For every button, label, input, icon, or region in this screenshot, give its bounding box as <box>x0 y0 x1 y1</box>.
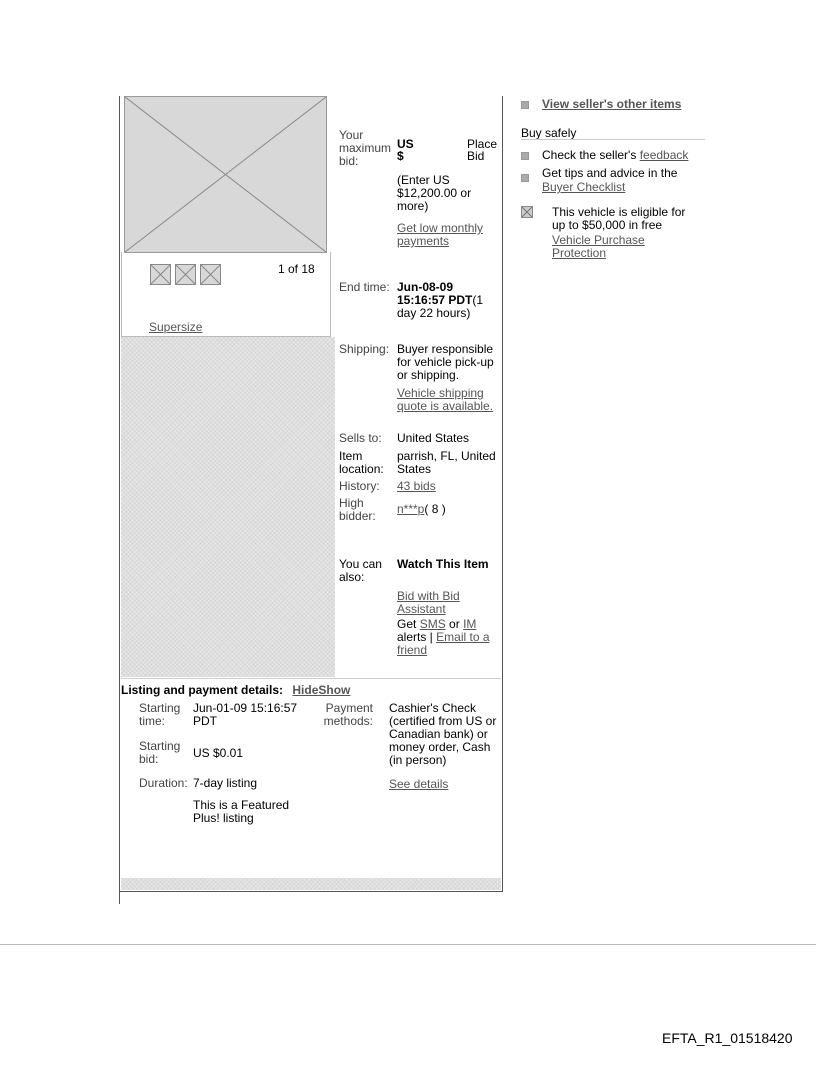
item-location-value: parrish, FL, United States <box>397 449 496 476</box>
page-divider <box>0 944 816 945</box>
end-time-date: Jun-08-09 15:16:57 PDT <box>397 280 473 307</box>
shipping-quote-link[interactable]: Vehicle shipping quote is available. <box>397 386 494 413</box>
watch-item-button[interactable]: Watch This Item <box>397 557 489 571</box>
left-column-filler <box>121 337 335 677</box>
vehicle-protection-link[interactable]: Vehicle Purchase Protection <box>552 233 645 260</box>
bid-assistant-link[interactable]: Bid with Bid Assistant <box>397 589 460 616</box>
bullet-icon <box>521 101 529 109</box>
email-friend-link[interactable]: Email to a friend <box>397 630 490 657</box>
end-time-label: End time: <box>339 280 390 294</box>
starting-bid-value: US $0.01 <box>193 746 244 760</box>
hide-details-link[interactable]: Hide <box>292 683 319 697</box>
bullet-icon <box>521 174 529 182</box>
high-bidder-value <box>397 503 446 516</box>
vehicle-eligible-text: This vehicle is eligible for up to $50,000 in free <box>552 205 686 232</box>
place-bid-button-line1[interactable]: Place <box>467 137 498 151</box>
sells-to-label: Sells to: <box>339 431 382 445</box>
image-panel-border <box>121 252 331 337</box>
buy-safely-divider <box>521 139 705 140</box>
end-time-remaining: (1 day 22 hours) <box>397 293 484 320</box>
high-bidder-label: High bidder: <box>339 496 376 523</box>
featured-listing-text: This is a Featured Plus! listing <box>193 798 290 825</box>
check-feedback-text: Check the seller's <box>542 148 637 162</box>
tips-text: Get tips and advice in the <box>542 166 678 180</box>
history-label: History: <box>339 479 380 493</box>
listing-details-header <box>121 683 350 697</box>
frame-mark <box>119 880 120 904</box>
document-id: EFTA_R1_01518420 <box>662 1030 793 1046</box>
broken-image-icon <box>125 97 326 252</box>
details-divider <box>121 678 501 679</box>
protection-icon <box>521 206 533 218</box>
show-details-link[interactable]: Show <box>318 683 351 697</box>
im-link[interactable]: IM <box>463 617 477 631</box>
end-time-value <box>397 281 489 320</box>
high-bidder-link[interactable]: n***p <box>397 502 425 516</box>
shipping-text: Buyer responsible for vehicle pick-up or shipping. <box>397 342 494 382</box>
bid-history-link[interactable]: 43 bids <box>397 479 436 493</box>
minimum-bid-note: (Enter US $12,200.00 or more) <box>397 173 472 213</box>
see-details-link[interactable]: See details <box>389 777 449 791</box>
sells-to-value: United States <box>397 431 470 445</box>
seller-other-items-link[interactable]: View seller's other items <box>542 97 682 111</box>
payment-methods-label: Payment methods: <box>323 701 373 728</box>
bid-currency-us: US <box>397 137 414 151</box>
starting-time-label: Starting time: <box>139 701 181 728</box>
supersize-link[interactable]: Supersize <box>149 320 203 334</box>
your-max-bid-label: Your maximum bid: <box>339 128 392 168</box>
you-can-also-label: You can also: <box>339 557 382 584</box>
bullet-icon <box>521 152 529 160</box>
bid-currency-symbol: $ <box>397 149 404 163</box>
alerts-text: alerts | <box>397 630 433 644</box>
high-bidder-score: ( 8 ) <box>424 502 446 516</box>
monthly-payments-link[interactable]: Get low monthly payments <box>397 221 484 248</box>
starting-time-value: Jun-01-09 15:16:57 PDT <box>193 701 298 728</box>
main-item-photo[interactable] <box>124 96 327 253</box>
duration-label: Duration: <box>139 776 188 790</box>
alerts-get-text: Get <box>397 617 417 631</box>
item-location-label: Item location: <box>339 449 384 476</box>
seller-feedback-link[interactable]: feedback <box>639 148 689 162</box>
alerts-line <box>397 618 501 657</box>
starting-bid-label: Starting bid: <box>139 739 181 766</box>
shipping-label: Shipping: <box>339 342 390 356</box>
buy-safely-title: Buy safely <box>521 126 577 140</box>
bottom-filler <box>121 878 501 890</box>
check-feedback-line <box>542 148 688 162</box>
listing-details-title: Listing and payment details: <box>121 683 284 697</box>
payment-methods-value: Cashier's Check (certified from US or Canadian bank) or money order, Cash (in person) <box>389 701 497 767</box>
buyer-checklist-link[interactable]: Buyer Checklist <box>542 180 626 194</box>
alerts-or-text: or <box>449 617 460 631</box>
sms-link[interactable]: SMS <box>419 617 446 631</box>
place-bid-button-line2[interactable]: Bid <box>467 149 485 163</box>
duration-value: 7-day listing <box>193 776 258 790</box>
image-counter: 1 of 18 <box>278 262 315 276</box>
